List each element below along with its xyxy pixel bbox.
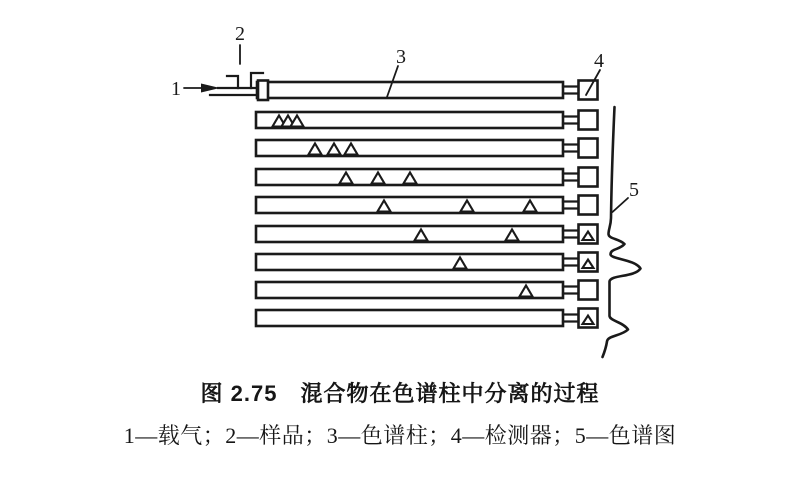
column-label: 3 (396, 46, 406, 68)
column-stage-2 (256, 139, 598, 158)
column-tube (256, 310, 563, 326)
column-stage-8 (256, 309, 598, 328)
figure-caption: 图 2.75 混合物在色谱柱中分离的过程 (200, 381, 600, 406)
column-tube (256, 254, 563, 270)
sample-label: 2 (235, 23, 245, 45)
column-stage-1 (256, 111, 598, 130)
separation-stages (256, 111, 598, 328)
column-stage-7 (256, 281, 598, 300)
column-stage-4 (256, 196, 598, 215)
column-tube (257, 82, 563, 98)
carrier-gas-label: 1 (171, 78, 181, 100)
detector-box (579, 139, 598, 158)
chromatogram-pointer-line (613, 198, 629, 212)
column-stage-3 (256, 168, 598, 187)
chromatogram-label: 5 (629, 179, 639, 201)
detector-box (579, 168, 598, 187)
column-septum (258, 81, 268, 101)
injector-left-wall-icon (227, 76, 238, 88)
chromatogram-group (603, 107, 641, 357)
column-tube (256, 282, 563, 298)
detector-box (579, 196, 598, 215)
chromatogram-curve (603, 107, 641, 357)
figure-legend: 1—载气；2—样品；3—色谱柱；4—检测器；5—色谱图 (123, 423, 677, 448)
column-stage-5 (256, 225, 598, 244)
column-stage-6 (256, 253, 598, 272)
column-tube (256, 140, 563, 156)
column-tube (256, 197, 563, 213)
detector-box (579, 281, 598, 300)
detector-box (579, 111, 598, 130)
carrier-gas-inlet (171, 78, 258, 100)
sample-injector (227, 23, 263, 88)
main-column-assembly (257, 46, 604, 100)
detector-label: 4 (594, 50, 604, 72)
